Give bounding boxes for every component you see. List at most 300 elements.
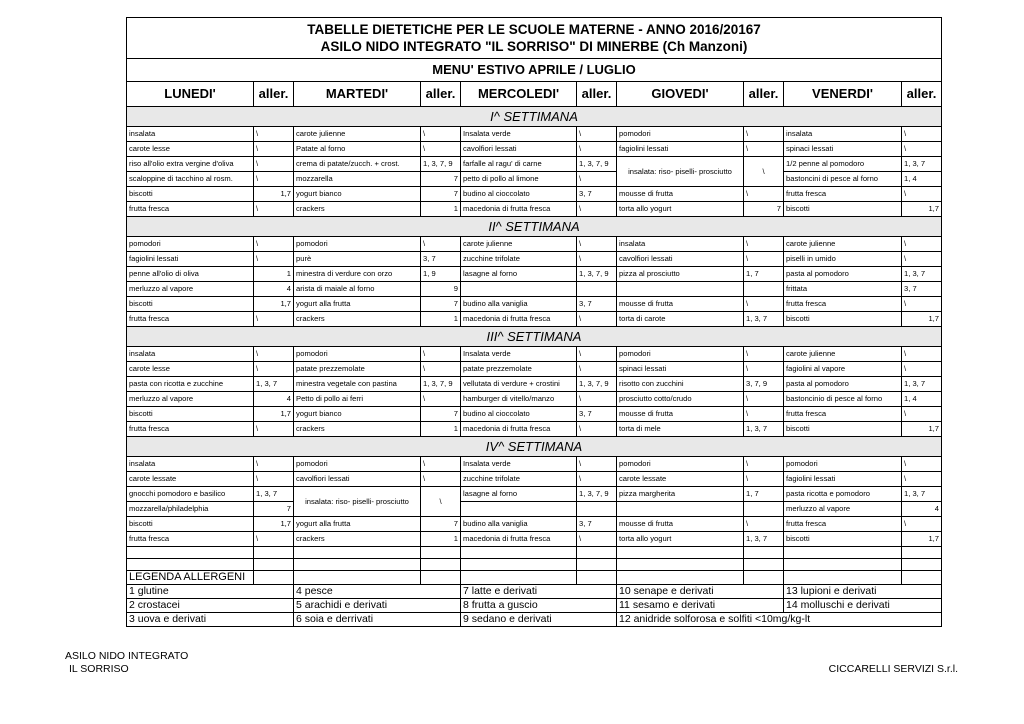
dish-cell: bastoncinio di pesce al forno <box>784 392 902 407</box>
empty-cell <box>577 559 617 571</box>
dish-cell: frutta fresca <box>784 187 902 202</box>
allergen-cell: 1,7 <box>902 422 942 437</box>
allergen-cell: \ <box>577 202 617 217</box>
dish-cell: carote lessate <box>617 472 744 487</box>
legend-item: 5 arachidi e derivati <box>294 599 461 613</box>
dish-cell <box>461 282 577 297</box>
allergen-cell: \ <box>577 172 617 187</box>
day-header: LUNEDI' <box>127 82 254 107</box>
aller-header: aller. <box>254 82 294 107</box>
dish-cell: macedonia di frutta fresca <box>461 312 577 327</box>
dish-cell <box>461 502 577 517</box>
dish-cell: zucchine trifolate <box>461 252 577 267</box>
empty-cell <box>254 571 294 585</box>
dish-cell: insalata: riso- piselli- prosciutto <box>617 157 744 187</box>
allergen-cell: 1, 3, 7 <box>744 532 784 547</box>
dish-cell: petto di pollo al limone <box>461 172 577 187</box>
allergen-cell: \ <box>577 422 617 437</box>
dish-cell: insalata <box>784 127 902 142</box>
aller-header: aller. <box>421 82 461 107</box>
dish-cell: patate prezzemolate <box>461 362 577 377</box>
allergen-cell: \ <box>744 362 784 377</box>
empty-cell <box>461 547 577 559</box>
allergen-cell: \ <box>254 362 294 377</box>
allergen-cell: \ <box>902 297 942 312</box>
legend-item: 1 glutine <box>127 585 294 599</box>
allergen-cell: 1 <box>421 422 461 437</box>
empty-cell <box>902 559 942 571</box>
dish-cell: yogurt bianco <box>294 407 421 422</box>
day-header: MERCOLEDI' <box>461 82 577 107</box>
dish-cell: pomodori <box>617 127 744 142</box>
allergen-cell: 1, 3, 7, 9 <box>421 157 461 172</box>
dish-cell: biscotti <box>127 187 254 202</box>
empty-cell <box>902 571 942 585</box>
dish-cell: fagiolini lessati <box>784 472 902 487</box>
empty-cell <box>127 547 254 559</box>
allergen-cell: \ <box>902 362 942 377</box>
allergen-cell: 1, 9 <box>421 267 461 282</box>
menu-row <box>127 347 942 362</box>
dish-cell: merluzzo al vapore <box>784 502 902 517</box>
dish-cell: mousse di frutta <box>617 517 744 532</box>
footer-left <box>65 650 188 676</box>
dish-cell: frutta fresca <box>127 422 254 437</box>
aller-header: aller. <box>902 82 942 107</box>
empty-cell <box>784 547 902 559</box>
allergen-cell: 4 <box>254 282 294 297</box>
dish-cell: insalata <box>127 347 254 362</box>
menu-row <box>127 532 942 547</box>
legend-row <box>127 613 942 627</box>
menu-row <box>127 422 942 437</box>
allergen-cell: \ <box>421 362 461 377</box>
dish-cell: budino alla vaniglia <box>461 297 577 312</box>
empty-cell <box>294 571 421 585</box>
dish-cell: zucchine trifolate <box>461 472 577 487</box>
allergen-cell: \ <box>744 187 784 202</box>
allergen-cell: 4 <box>254 392 294 407</box>
spacer-row <box>127 547 942 559</box>
allergen-cell: 1, 3, 7 <box>902 487 942 502</box>
empty-cell <box>617 547 744 559</box>
allergen-cell: 7 <box>421 172 461 187</box>
legend-item: 3 uova e derivati <box>127 613 294 627</box>
dish-cell: carote julienne <box>461 237 577 252</box>
dish-cell: macedonia di frutta fresca <box>461 202 577 217</box>
dish-cell: biscotti <box>784 422 902 437</box>
allergen-cell: 7 <box>421 517 461 532</box>
dish-cell: bastoncini di pesce al forno <box>784 172 902 187</box>
allergen-cell: \ <box>902 142 942 157</box>
dish-cell: frutta fresca <box>127 532 254 547</box>
allergen-cell <box>744 282 784 297</box>
legend-row <box>127 599 942 613</box>
dish-cell: 1/2 penne al pomodoro <box>784 157 902 172</box>
empty-cell <box>254 547 294 559</box>
allergen-cell: \ <box>902 237 942 252</box>
allergen-cell: 1, 3, 7 <box>744 422 784 437</box>
empty-cell <box>902 547 942 559</box>
dish-cell: purè <box>294 252 421 267</box>
allergen-cell: \ <box>254 157 294 172</box>
allergen-cell: \ <box>744 517 784 532</box>
dish-cell: carote lesse <box>127 142 254 157</box>
allergen-cell: 1, 3, 7 <box>744 312 784 327</box>
allergen-cell: 3, 7, 9 <box>744 377 784 392</box>
empty-cell <box>744 547 784 559</box>
dish-cell: merluzzo al vapore <box>127 392 254 407</box>
allergen-cell <box>744 502 784 517</box>
dish-cell: frutta fresca <box>784 297 902 312</box>
dish-cell: pizza al prosciutto <box>617 267 744 282</box>
menu-row <box>127 127 942 142</box>
allergen-cell: 7 <box>744 202 784 217</box>
allergen-cell: \ <box>902 252 942 267</box>
menu-row <box>127 202 942 217</box>
day-header: VENERDI' <box>784 82 902 107</box>
allergen-cell: 1, 7 <box>744 487 784 502</box>
allergen-cell: \ <box>902 517 942 532</box>
week-title: II^ SETTIMANA <box>127 217 942 237</box>
dish-cell: biscotti <box>784 312 902 327</box>
empty-cell <box>294 547 421 559</box>
dish-cell: pomodori <box>127 237 254 252</box>
dish-cell: penne all'olio di oliva <box>127 267 254 282</box>
allergen-cell: 7 <box>421 187 461 202</box>
allergen-cell: \ <box>254 422 294 437</box>
legend-title-row <box>127 571 942 585</box>
empty-cell <box>617 571 744 585</box>
allergen-cell: \ <box>902 472 942 487</box>
allergen-cell: \ <box>421 392 461 407</box>
allergen-cell: \ <box>902 127 942 142</box>
empty-cell <box>461 571 577 585</box>
allergen-cell: \ <box>421 472 461 487</box>
dish-cell: minestra di verdure con orzo <box>294 267 421 282</box>
day-header: GIOVEDI' <box>617 82 744 107</box>
allergen-cell: 1, 3, 7, 9 <box>577 377 617 392</box>
menu-row <box>127 237 942 252</box>
empty-cell <box>784 571 902 585</box>
dish-cell: carote lessate <box>127 472 254 487</box>
dish-cell: Patate al forno <box>294 142 421 157</box>
dish-cell: pomodori <box>294 457 421 472</box>
menu-title: MENU' ESTIVO APRILE / LUGLIO <box>127 59 942 82</box>
dish-cell: prosciutto cotto/crudo <box>617 392 744 407</box>
allergen-cell: 1 <box>421 312 461 327</box>
allergen-cell: \ <box>254 252 294 267</box>
allergen-cell: \ <box>421 127 461 142</box>
menu-row <box>127 142 942 157</box>
week-title: I^ SETTIMANA <box>127 107 942 127</box>
allergen-cell: 3, 7 <box>577 517 617 532</box>
dish-cell: minestra vegetale con pastina <box>294 377 421 392</box>
allergen-cell: \ <box>254 457 294 472</box>
dish-cell: lasagne al forno <box>461 487 577 502</box>
dish-cell: vellutata di verdure + crostini <box>461 377 577 392</box>
allergen-cell: 1,7 <box>254 407 294 422</box>
dish-cell: mozzarella <box>294 172 421 187</box>
menu-row <box>127 502 942 517</box>
dish-cell: insalata <box>617 237 744 252</box>
dish-cell: carote julienne <box>294 127 421 142</box>
legend-item: 14 molluschi e derivati <box>784 599 942 613</box>
allergen-cell: \ <box>577 457 617 472</box>
allergen-cell: \ <box>744 237 784 252</box>
allergen-cell: 1, 3, 7, 9 <box>577 157 617 172</box>
legend-item: 12 anidride solforosa e solfiti <10mg/kg-lt <box>617 613 942 627</box>
menu-row <box>127 517 942 532</box>
menu-row <box>127 392 942 407</box>
dish-cell: torta di mele <box>617 422 744 437</box>
allergen-cell: 1, 4 <box>902 392 942 407</box>
legend-item: 6 soia e derrivati <box>294 613 461 627</box>
allergen-cell: 1,7 <box>254 297 294 312</box>
dish-cell: insalata: riso- piselli- prosciutto <box>294 487 421 517</box>
menu-row <box>127 252 942 267</box>
allergen-cell: \ <box>744 457 784 472</box>
week-title: III^ SETTIMANA <box>127 327 942 347</box>
allergen-cell: \ <box>577 142 617 157</box>
title-line-2: ASILO NIDO INTEGRATO "IL SORRISO" DI MINERBE (Ch Manzoni) <box>320 39 748 54</box>
aller-header: aller. <box>577 82 617 107</box>
allergen-cell: 1, 3, 7 <box>902 267 942 282</box>
dish-cell: arista di maiale al forno <box>294 282 421 297</box>
allergen-cell: \ <box>577 237 617 252</box>
spacer-row <box>127 559 942 571</box>
allergen-cell: 1 <box>421 202 461 217</box>
allergen-cell: 4 <box>902 502 942 517</box>
allergen-cell: 1, 7 <box>744 267 784 282</box>
allergen-cell: \ <box>744 157 784 187</box>
dish-cell: budino alla vaniglia <box>461 517 577 532</box>
allergen-cell: 1,7 <box>902 312 942 327</box>
day-header-row <box>127 82 942 107</box>
footer-left-line2: IL SORRISO <box>69 663 129 675</box>
dish-cell: fagiolini al vapore <box>784 362 902 377</box>
allergen-cell: \ <box>744 472 784 487</box>
menu-row <box>127 297 942 312</box>
empty-cell <box>421 571 461 585</box>
dish-cell: pomodori <box>617 457 744 472</box>
dish-cell: crema di patate/zucch. + crost. <box>294 157 421 172</box>
dish-cell: frutta fresca <box>127 312 254 327</box>
menu-row <box>127 172 942 187</box>
dish-cell: biscotti <box>127 407 254 422</box>
allergen-cell: \ <box>577 392 617 407</box>
legend-item: 10 senape e derivati <box>617 585 784 599</box>
dish-cell: macedonia di frutta fresca <box>461 422 577 437</box>
menu-table <box>126 17 942 627</box>
dish-cell: frutta fresca <box>784 517 902 532</box>
empty-cell <box>577 547 617 559</box>
menu-row <box>127 267 942 282</box>
allergen-cell: \ <box>744 392 784 407</box>
allergen-cell: \ <box>254 312 294 327</box>
dish-cell: mousse di frutta <box>617 297 744 312</box>
week-title-row <box>127 327 942 347</box>
empty-cell <box>127 559 254 571</box>
dish-cell: budino al cioccolato <box>461 407 577 422</box>
empty-cell <box>461 559 577 571</box>
dish-cell: Insalata verde <box>461 127 577 142</box>
dish-cell: pasta al pomodoro <box>784 267 902 282</box>
dish-cell: frutta fresca <box>784 407 902 422</box>
dish-cell: crackers <box>294 532 421 547</box>
empty-cell <box>254 559 294 571</box>
week-title-row <box>127 107 942 127</box>
allergen-cell: \ <box>254 202 294 217</box>
allergen-cell: 1,7 <box>254 517 294 532</box>
dish-cell: gnocchi pomodoro e basilico <box>127 487 254 502</box>
allergen-cell: \ <box>254 237 294 252</box>
menu-row <box>127 377 942 392</box>
week-title-row <box>127 437 942 457</box>
dish-cell: yogurt alla frutta <box>294 517 421 532</box>
allergen-cell <box>577 502 617 517</box>
dish-cell: frutta fresca <box>127 202 254 217</box>
empty-cell <box>577 571 617 585</box>
empty-cell <box>744 571 784 585</box>
allergen-cell: 9 <box>421 282 461 297</box>
menu-title-row <box>127 59 942 82</box>
allergen-cell: \ <box>421 142 461 157</box>
allergen-cell: \ <box>744 142 784 157</box>
allergen-cell: \ <box>902 407 942 422</box>
dish-cell <box>617 282 744 297</box>
empty-cell <box>294 559 421 571</box>
dish-cell: fagiolini lessati <box>617 142 744 157</box>
legend-item: 8 frutta a guscio <box>461 599 617 613</box>
allergen-cell: \ <box>421 347 461 362</box>
dish-cell: insalata <box>127 457 254 472</box>
allergen-cell: 1,7 <box>902 202 942 217</box>
allergen-cell: 3, 7 <box>421 252 461 267</box>
dish-cell: carote julienne <box>784 237 902 252</box>
title-line-1: TABELLE DIETETICHE PER LE SCUOLE MATERNE - ANNO 2016/20167 <box>307 22 761 37</box>
allergen-cell: \ <box>577 347 617 362</box>
dish-cell: cavolfiori lessati <box>617 252 744 267</box>
dish-cell: risotto con zucchini <box>617 377 744 392</box>
menu-row <box>127 282 942 297</box>
menu-row <box>127 457 942 472</box>
menu-row <box>127 187 942 202</box>
allergen-cell: \ <box>254 347 294 362</box>
dish-cell: pizza margherita <box>617 487 744 502</box>
aller-header: aller. <box>744 82 784 107</box>
week-title-row <box>127 217 942 237</box>
dish-cell: hamburger di vitello/manzo <box>461 392 577 407</box>
allergen-cell: 3, 7 <box>902 282 942 297</box>
dish-cell: piselli in umido <box>784 252 902 267</box>
allergen-cell: \ <box>744 407 784 422</box>
allergen-cell: 7 <box>421 407 461 422</box>
dish-cell: merluzzo al vapore <box>127 282 254 297</box>
allergen-cell: 3, 7 <box>577 187 617 202</box>
empty-cell <box>784 559 902 571</box>
dish-cell: torta allo yogurt <box>617 202 744 217</box>
dish-cell: yogurt alla frutta <box>294 297 421 312</box>
allergen-cell: 1 <box>421 532 461 547</box>
legend-item: 11 sesamo e derivati <box>617 599 784 613</box>
dish-cell: frittata <box>784 282 902 297</box>
dish-cell: insalata <box>127 127 254 142</box>
dish-cell: pomodori <box>617 347 744 362</box>
allergen-cell: \ <box>421 487 461 517</box>
dish-cell: spinaci lessati <box>784 142 902 157</box>
dish-cell: carote lesse <box>127 362 254 377</box>
menu-row <box>127 472 942 487</box>
dish-cell: spinaci lessati <box>617 362 744 377</box>
dish-cell: lasagne al forno <box>461 267 577 282</box>
allergen-cell: 7 <box>421 297 461 312</box>
dish-cell: torta allo yogurt <box>617 532 744 547</box>
empty-cell <box>617 559 744 571</box>
legend-row <box>127 585 942 599</box>
dish-cell: Insalata verde <box>461 347 577 362</box>
dish-cell: cavolfiori lessati <box>461 142 577 157</box>
allergen-cell: 1, 3, 7 <box>902 157 942 172</box>
dish-cell: pasta al pomodoro <box>784 377 902 392</box>
dish-cell: yogurt bianco <box>294 187 421 202</box>
dish-cell: mousse di frutta <box>617 187 744 202</box>
allergen-cell: 1, 3, 7 <box>902 377 942 392</box>
allergen-cell: 1, 3, 7, 9 <box>577 267 617 282</box>
allergen-cell: \ <box>744 347 784 362</box>
dish-cell: macedonia di frutta fresca <box>461 532 577 547</box>
dish-cell: mozzarella/philadelphia <box>127 502 254 517</box>
dish-cell: biscotti <box>127 297 254 312</box>
allergen-cell <box>577 282 617 297</box>
dish-cell <box>617 502 744 517</box>
allergen-cell: \ <box>577 127 617 142</box>
allergen-cell: 3, 7 <box>577 297 617 312</box>
allergen-cell: 3, 7 <box>577 407 617 422</box>
allergen-cell: \ <box>744 297 784 312</box>
dish-cell: pasta ricotta e pomodoro <box>784 487 902 502</box>
allergen-cell: \ <box>421 237 461 252</box>
allergen-cell: 1, 4 <box>902 172 942 187</box>
dish-cell: pomodori <box>294 347 421 362</box>
dish-cell: fagiolini lessati <box>127 252 254 267</box>
allergen-cell: \ <box>577 532 617 547</box>
legend-title: LEGENDA ALLERGENI <box>127 571 254 585</box>
allergen-cell: \ <box>577 252 617 267</box>
dish-cell: torta di carote <box>617 312 744 327</box>
allergen-cell: 1,7 <box>902 532 942 547</box>
dish-cell: farfalle al ragu' di carne <box>461 157 577 172</box>
menu-row <box>127 407 942 422</box>
allergen-cell: \ <box>744 252 784 267</box>
title-row <box>127 18 942 59</box>
day-header: MARTEDI' <box>294 82 421 107</box>
allergen-cell: 1, 3, 7 <box>254 487 294 502</box>
menu-row <box>127 157 942 172</box>
menu-row <box>127 487 942 502</box>
allergen-cell: 1, 3, 7, 9 <box>577 487 617 502</box>
dish-cell: riso all'olio extra vergine d'oliva <box>127 157 254 172</box>
allergen-cell: \ <box>577 362 617 377</box>
dish-cell: pomodori <box>294 237 421 252</box>
allergen-cell: \ <box>902 347 942 362</box>
empty-cell <box>421 547 461 559</box>
dish-cell: crackers <box>294 422 421 437</box>
dish-cell: Insalata verde <box>461 457 577 472</box>
dish-cell: mousse di frutta <box>617 407 744 422</box>
empty-cell <box>744 559 784 571</box>
allergen-cell: 7 <box>254 502 294 517</box>
